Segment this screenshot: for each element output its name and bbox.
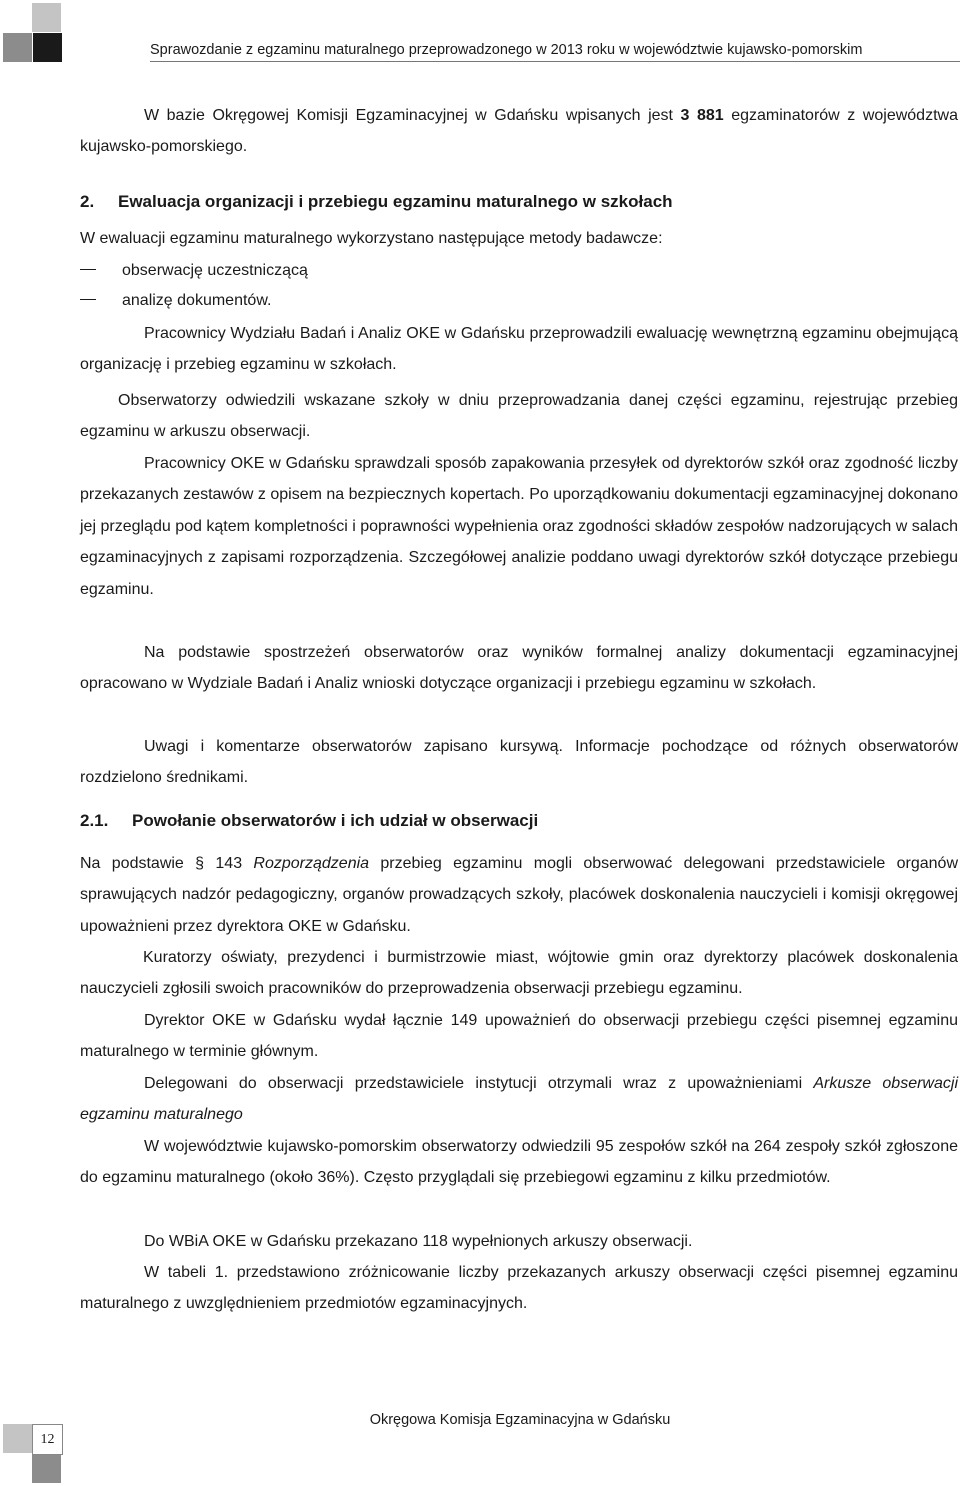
header-square-mid: [3, 33, 32, 62]
header-title: Sprawozdanie z egzaminu maturalnego przeprowadzonego w 2013 roku w województwie kujawsko-pomorskim: [150, 42, 863, 58]
method-label: analizę dokumentów.: [122, 292, 272, 309]
paragraph-pracownicy: Pracownicy Wydziału Badań i Analiz OKE w Gdańsku przeprowadzili ewaluację wewnętrzną egzaminu obejmującą organizację i przebieg egzaminu w szkołach.: [80, 325, 958, 374]
paragraph-tabela: W tabeli 1. przedstawiono zróżnicowanie liczby przekazanych arkuszy obserwacji części pisemnej egzaminu maturalnego z uwzględnieniem przedmiotów egzaminacyjnych.: [80, 1264, 958, 1313]
footer-square-mid: [32, 1454, 61, 1483]
section-2-title: Ewaluacja organizacji i przebiegu egzaminu maturalnego w szkołach: [118, 192, 673, 211]
paragraph-uwagi: Uwagi i komentarze obserwatorów zapisano kursywą. Informacje pochodzące od różnych obserwatorów rozdzielono średnikami.: [80, 738, 958, 787]
text-b: przebieg egzaminu mogli obserwować delegowani przedstawiciele organów sprawujących nadzór pedagogiczny, organów prowadzących szkoły, placówek doskonalenia nauczycieli i komisji okręgowej upoważnieni przez dyrektora OKE w Gdańsku.: [80, 855, 958, 935]
intro-text-b: egzaminatorów z województwa kujawsko-pomorskiego.: [80, 107, 958, 156]
footer-institution: Okręgowa Komisja Egzaminacyjna w Gdańsku: [369, 1412, 671, 1428]
paragraph-oke: Pracownicy OKE w Gdańsku sprawdzali sposób zapakowania przesyłek od dyrektorów szkół oraz zgodność liczby przekazanych zestawów z opisem na bezpiecznych kopertach. Po uporządkowaniu dokumentacji egzaminacyjnej dokonano jej przeglądu pod kątem kompletności i poprawności wypełnienia oraz zgodności składów zespołów nadzorujących w salach egzaminacyjnych z zapisami rozporządzenia. Szczegółowej analizie poddano uwagi dyrektorów szkół dotyczące przebiegu egzaminu.: [80, 455, 958, 598]
regulation-name: Rozporządzenia: [253, 855, 370, 872]
header-square-light: [32, 3, 61, 32]
intro-text-a: W bazie Okręgowej Komisji Egzaminacyjnej w Gdańsku wpisanych jest: [144, 107, 681, 124]
paragraph-wojewodztwo: W województwie kujawsko-pomorskim obserwatorzy odwiedzili 95 zespołów szkół na 264 zespoły szkół zgłoszone do egzaminu maturalnego (około 36%). Często przyglądali się przebiegowi egzaminu z kilku przedmiotów.: [80, 1138, 958, 1187]
paragraph-delegowani: [80, 1068, 958, 1131]
dash-bullet: [80, 269, 96, 270]
section-2-number: 2.: [80, 192, 95, 211]
intro-paragraph: [80, 100, 958, 163]
text-a: Na podstawie § 143: [80, 855, 254, 872]
footer-square-light: [3, 1424, 32, 1453]
paragraph-rozporzadzenie: [80, 848, 958, 942]
paragraph-obserwatorzy: Obserwatorzy odwiedzili wskazane szkoły w dniu przeprowadzania danej części egzaminu, rejestrując przebieg egzaminu w arkuszu obserwacji.: [80, 392, 958, 441]
header-square-dark: [33, 33, 62, 62]
page-number: 12: [32, 1424, 63, 1455]
header-divider: [150, 61, 960, 62]
observation-sheet-name: Arkusze obserwacji egzaminu maturalnego: [80, 1075, 958, 1124]
paragraph-wbia: Do WBiA OKE w Gdańsku przekazano 118 wypełnionych arkuszy obserwacji.: [144, 1233, 693, 1250]
methods-intro: W ewaluacji egzaminu maturalnego wykorzystano następujące metody badawcze:: [80, 230, 663, 247]
section-21-number: 2.1.: [80, 811, 109, 830]
section-21-title: Powołanie obserwatorów i ich udział w obserwacji: [132, 811, 539, 830]
paragraph-kuratorzy: Kuratorzy oświaty, prezydenci i burmistrzowie miast, wójtowie gmin oraz dyrektorzy placówek doskonalenia nauczycieli zgłosili swoich pracowników do przeprowadzenia obserwacji przebiegu egzaminu.: [80, 949, 958, 998]
paragraph-na-podstawie: Na podstawie spostrzeżeń obserwatorów oraz wyników formalnej analizy dokumentacji egzaminacyjnej opracowano w Wydziale Badań i Analiz wnioski dotyczące organizacji i przebiegu egzaminu w szkołach.: [80, 644, 958, 693]
text-a: Delegowani do obserwacji przedstawiciele instytucji otrzymali wraz z upoważnieniami: [144, 1075, 814, 1092]
paragraph-dyrektor: Dyrektor OKE w Gdańsku wydał łącznie 149 upoważnień do obserwacji przebiegu części pisemnej egzaminu maturalnego w terminie głównym.: [80, 1012, 958, 1061]
method-item-1: [80, 260, 308, 282]
dash-bullet: [80, 299, 96, 300]
method-label: obserwację uczestniczącą: [122, 262, 308, 279]
examiner-count: 3 881: [680, 107, 724, 124]
method-item-2: [80, 290, 271, 312]
